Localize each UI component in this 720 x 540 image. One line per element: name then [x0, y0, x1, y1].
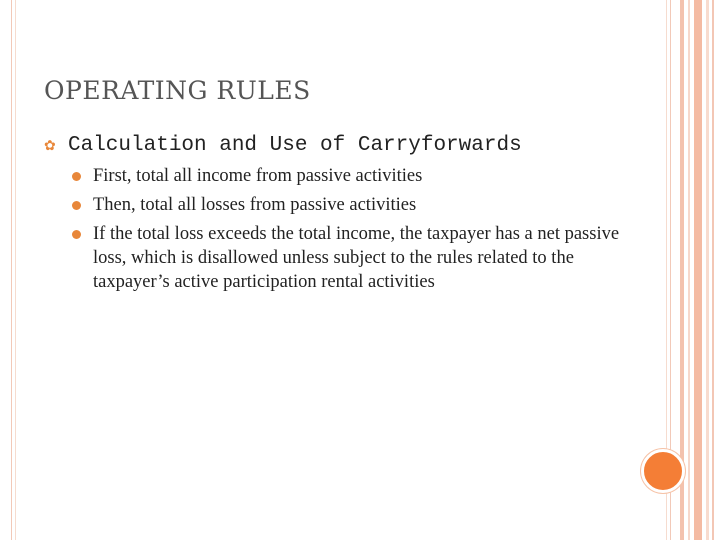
title-divider [44, 118, 644, 119]
sub-bullet-list [72, 164, 642, 299]
main-bullet-text: Calculation and Use of Carryforwards [68, 134, 522, 157]
bullet-dot-icon [72, 172, 81, 181]
slide-title: OPERATING RULES [44, 76, 311, 105]
decor-stripe [694, 0, 702, 540]
decor-orange-circle [641, 449, 685, 493]
sub-bullet-text: Then, total all losses from passive activities [93, 195, 417, 215]
main-bullet [44, 134, 522, 157]
sub-bullet-text: First, total all income from passive activities [93, 166, 423, 186]
decor-stripe [712, 0, 714, 540]
decor-stripe [706, 0, 709, 540]
gear-bullet-icon: ✿ [44, 137, 56, 154]
sub-bullet-item [72, 222, 642, 294]
decor-stripe [688, 0, 690, 540]
sub-bullet-item [72, 193, 642, 217]
sub-bullet-text: If the total loss exceeds the total income, the taxpayer has a net passive loss, which is disallowed unless subject to the rules related to the taxpayer’s active participation rental activities [93, 224, 620, 292]
bullet-dot-icon [72, 201, 81, 210]
bullet-dot-icon [72, 230, 81, 239]
sub-bullet-item [72, 164, 642, 188]
